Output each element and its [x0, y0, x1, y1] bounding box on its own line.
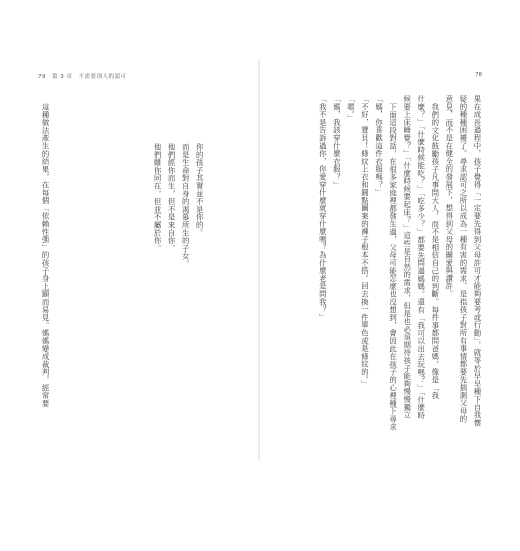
right-paragraph: 什麼？」「什麼時候能吃？」「吃多少？」都要先問過媽媽。還有「我可以出去玩嗎？」「什麼時	[416, 95, 426, 420]
dialogue-line: 「嗯。」	[346, 95, 356, 123]
right-page	[260, 0, 520, 500]
dialogue-line: 「媽，我該穿什麼衣服？」	[332, 95, 342, 189]
left-page-header	[38, 72, 127, 80]
right-page-number: 78	[475, 72, 482, 78]
poem-line: 他們雖你同在，但並不屬於你。	[153, 143, 163, 253]
dialogue-line: 「我不是告訴過你，你愛穿什麼就穿什麼嗎？為什麼老是問我？」	[318, 95, 328, 322]
dialogue-line: 「不好，寶貝！條紋上衣和圓點圖案的褲子根本不搭。回去換一件單色或是條紋的。」	[360, 95, 370, 388]
left-page	[0, 0, 260, 500]
right-paragraph: 意見，而不是在健全的發展下，想得到父母的關愛與讚許。	[444, 95, 454, 298]
right-paragraph: 我們的文化鼓勵孩子凡事問大人，而不是相信自己的判斷。每件事都問爸媽，像是「我	[430, 103, 440, 400]
chapter-label: 第 3 章	[52, 74, 73, 80]
poem-line: 而是生命對自身的渴慕所生的子女。	[181, 143, 191, 268]
right-paragraph: 下面這段對話，在很多家庭裡都發生過，父母可能怎麼也沒想到，會因此在孩子的心裡種下尋求	[388, 103, 398, 431]
left-page-number: 79	[38, 74, 46, 80]
dialogue-line: 「媽，你喜歡這件衣服嗎？」	[374, 95, 384, 197]
right-page-body	[315, 95, 484, 431]
left-page-closing	[38, 95, 52, 425]
poem-line: 他們經你而生，但不是來自你，	[167, 143, 177, 253]
right-paragraph: 疑的種種困擾了。尋求認可之所以成為一種有害的需求，是指孩子對所有事情都要先揣測父母的	[458, 95, 468, 423]
poem-line: 你的孩子其實並不是你的。	[195, 143, 205, 237]
right-paragraph: 果在成長過程中，孩子覺得「一定要先得到父母許可才能夠要考或行動」，就等於早早種下自我懷	[473, 95, 482, 427]
right-page-header	[475, 72, 482, 78]
closing-paragraph: 這種做法產生的結果，在每個「依賴性強」的孩子身上顯而易見。媽媽變成裁判，經常要	[41, 103, 51, 408]
chapter-title: 不需要別人的認可	[78, 74, 127, 80]
poem-block	[150, 95, 206, 425]
right-paragraph: 候要上床睡覺？」「什麼時候要起床？」這些是自然的需求，但是也必須期待孩子能夠慢慢獨立	[402, 95, 412, 419]
